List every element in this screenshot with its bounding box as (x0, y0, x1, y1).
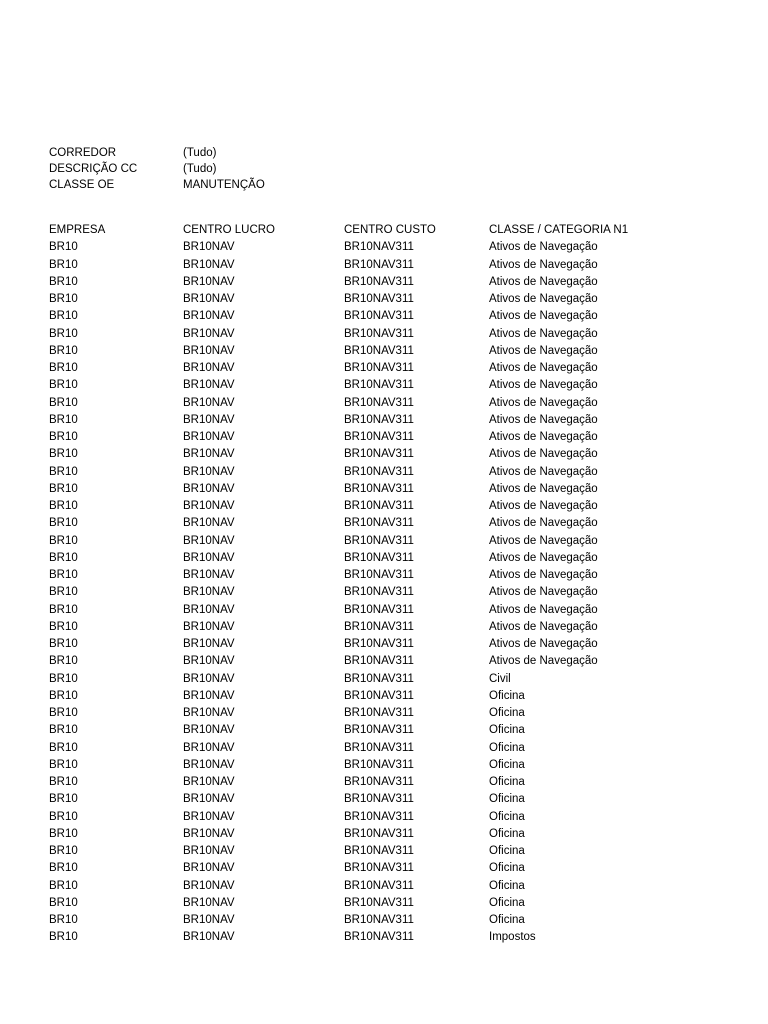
cell-classe-categoria: Ativos de Navegação (489, 448, 598, 461)
cell-centro-lucro: BR10NAV (183, 896, 235, 909)
cell-centro-lucro: BR10NAV (183, 534, 235, 547)
cell-empresa: BR10 (49, 551, 78, 564)
table-row (49, 602, 689, 619)
cell-empresa: BR10 (49, 603, 78, 616)
cell-empresa: BR10 (49, 413, 78, 426)
cell-empresa: BR10 (49, 707, 78, 719)
cell-classe-categoria: Ativos de Navegação (489, 465, 598, 478)
cell-centro-lucro: BR10NAV (183, 638, 235, 650)
table-row (49, 705, 689, 722)
cell-centro-custo: BR10NAV311 (344, 379, 414, 392)
filter-value: MANUTENÇÃO (183, 179, 265, 191)
cell-classe-categoria: Impostos (489, 931, 536, 944)
cell-empresa: BR10 (49, 275, 78, 288)
table-row (49, 809, 689, 826)
cell-centro-custo: BR10NAV311 (344, 551, 414, 564)
table-row (49, 515, 689, 532)
cell-centro-lucro: BR10NAV (183, 603, 235, 616)
table-row (49, 257, 689, 274)
cell-classe-categoria: Ativos de Navegação (489, 241, 598, 254)
table-row (49, 878, 689, 895)
cell-empresa: BR10 (49, 258, 78, 271)
cell-centro-lucro: BR10NAV (183, 914, 235, 926)
cell-centro-lucro: BR10NAV (183, 551, 235, 564)
cell-centro-custo: BR10NAV311 (344, 448, 414, 461)
cell-centro-custo: BR10NAV311 (344, 293, 414, 305)
cell-centro-custo: BR10NAV311 (344, 793, 414, 806)
table-row (49, 429, 689, 446)
cell-centro-lucro: BR10NAV (183, 862, 235, 875)
cell-classe-categoria: Ativos de Navegação (489, 603, 598, 616)
cell-centro-lucro: BR10NAV (183, 413, 235, 426)
cell-centro-lucro: BR10NAV (183, 879, 235, 892)
cell-empresa: BR10 (49, 810, 78, 823)
table-row (49, 498, 689, 515)
cell-classe-categoria: Oficina (489, 914, 525, 926)
header-centro-custo: CENTRO CUSTO (344, 224, 436, 236)
filter-row (49, 161, 383, 177)
table-row (49, 446, 689, 463)
cell-centro-lucro: BR10NAV (183, 707, 235, 719)
data-table (49, 222, 689, 947)
table-row (49, 826, 689, 843)
cell-centro-custo: BR10NAV311 (344, 741, 414, 754)
cell-centro-lucro: BR10NAV (183, 275, 235, 288)
cell-centro-custo: BR10NAV311 (344, 275, 414, 288)
table-row (49, 274, 689, 291)
table-header-row (49, 222, 689, 239)
table-row (49, 843, 689, 860)
filter-value: (Tudo) (183, 163, 217, 175)
cell-classe-categoria: Ativos de Navegação (489, 396, 598, 409)
table-row (49, 722, 689, 739)
table-row (49, 636, 689, 653)
cell-centro-custo: BR10NAV311 (344, 845, 414, 857)
cell-classe-categoria: Oficina (489, 741, 525, 754)
cell-empresa: BR10 (49, 293, 78, 305)
cell-centro-custo: BR10NAV311 (344, 603, 414, 616)
cell-classe-categoria: Ativos de Navegação (489, 293, 598, 305)
cell-centro-lucro: BR10NAV (183, 741, 235, 754)
cell-centro-lucro: BR10NAV (183, 517, 235, 530)
cell-empresa: BR10 (49, 431, 78, 443)
cell-centro-lucro: BR10NAV (183, 379, 235, 392)
cell-centro-lucro: BR10NAV (183, 810, 235, 823)
cell-centro-custo: BR10NAV311 (344, 569, 414, 581)
cell-centro-lucro: BR10NAV (183, 845, 235, 857)
cell-empresa: BR10 (49, 758, 78, 771)
cell-centro-lucro: BR10NAV (183, 448, 235, 461)
cell-centro-lucro: BR10NAV (183, 396, 235, 409)
filter-label: CORREDOR (49, 147, 117, 159)
cell-empresa: BR10 (49, 672, 78, 685)
cell-empresa: BR10 (49, 620, 78, 633)
cell-centro-lucro: BR10NAV (183, 362, 235, 374)
cell-centro-custo: BR10NAV311 (344, 517, 414, 530)
cell-classe-categoria: Oficina (489, 793, 525, 806)
cell-empresa: BR10 (49, 793, 78, 806)
cell-empresa: BR10 (49, 827, 78, 840)
cell-centro-lucro: BR10NAV (183, 482, 235, 495)
cell-centro-custo: BR10NAV311 (344, 827, 414, 840)
cell-classe-categoria: Ativos de Navegação (489, 655, 598, 668)
cell-empresa: BR10 (49, 500, 78, 512)
table-row (49, 619, 689, 636)
cell-empresa: BR10 (49, 448, 78, 461)
cell-classe-categoria: Ativos de Navegação (489, 327, 598, 340)
table-row (49, 550, 689, 567)
cell-centro-lucro: BR10NAV (183, 689, 235, 702)
cell-empresa: BR10 (49, 845, 78, 857)
cell-classe-categoria: Ativos de Navegação (489, 620, 598, 633)
cell-centro-custo: BR10NAV311 (344, 413, 414, 426)
cell-centro-custo: BR10NAV311 (344, 707, 414, 719)
header-empresa: EMPRESA (49, 224, 106, 236)
cell-classe-categoria: Oficina (489, 862, 525, 875)
table-row (49, 895, 689, 912)
cell-classe-categoria: Oficina (489, 879, 525, 892)
cell-classe-categoria: Oficina (489, 827, 525, 840)
cell-centro-custo: BR10NAV311 (344, 586, 414, 599)
cell-empresa: BR10 (49, 862, 78, 875)
cell-centro-lucro: BR10NAV (183, 793, 235, 806)
cell-classe-categoria: Ativos de Navegação (489, 362, 598, 374)
cell-centro-lucro: BR10NAV (183, 569, 235, 581)
table-row (49, 791, 689, 808)
cell-centro-custo: BR10NAV311 (344, 465, 414, 478)
cell-empresa: BR10 (49, 396, 78, 409)
cell-centro-lucro: BR10NAV (183, 827, 235, 840)
cell-classe-categoria: Ativos de Navegação (489, 310, 598, 323)
cell-centro-lucro: BR10NAV (183, 344, 235, 357)
cell-centro-custo: BR10NAV311 (344, 914, 414, 926)
filter-label: CLASSE OE (49, 179, 115, 191)
table-row (49, 688, 689, 705)
cell-empresa: BR10 (49, 741, 78, 754)
cell-centro-custo: BR10NAV311 (344, 776, 414, 788)
cell-centro-lucro: BR10NAV (183, 758, 235, 771)
cell-centro-lucro: BR10NAV (183, 465, 235, 478)
cell-empresa: BR10 (49, 638, 78, 650)
cell-empresa: BR10 (49, 465, 78, 478)
cell-centro-custo: BR10NAV311 (344, 896, 414, 909)
cell-centro-custo: BR10NAV311 (344, 638, 414, 650)
table-row (49, 481, 689, 498)
cell-centro-custo: BR10NAV311 (344, 327, 414, 340)
table-row (49, 774, 689, 791)
cell-centro-custo: BR10NAV311 (344, 862, 414, 875)
table-row (49, 412, 689, 429)
cell-classe-categoria: Ativos de Navegação (489, 500, 598, 512)
cell-centro-custo: BR10NAV311 (344, 724, 414, 737)
cell-centro-custo: BR10NAV311 (344, 362, 414, 374)
cell-centro-custo: BR10NAV311 (344, 258, 414, 271)
cell-empresa: BR10 (49, 482, 78, 495)
cell-empresa: BR10 (49, 689, 78, 702)
cell-centro-custo: BR10NAV311 (344, 672, 414, 685)
cell-classe-categoria: Ativos de Navegação (489, 569, 598, 581)
cell-classe-categoria: Oficina (489, 845, 525, 857)
cell-empresa: BR10 (49, 344, 78, 357)
table-row (49, 308, 689, 325)
filter-value: (Tudo) (183, 147, 217, 159)
table-row (49, 395, 689, 412)
cell-centro-custo: BR10NAV311 (344, 344, 414, 357)
cell-centro-lucro: BR10NAV (183, 620, 235, 633)
cell-centro-custo: BR10NAV311 (344, 810, 414, 823)
cell-centro-lucro: BR10NAV (183, 258, 235, 271)
cell-empresa: BR10 (49, 569, 78, 581)
cell-empresa: BR10 (49, 327, 78, 340)
cell-classe-categoria: Oficina (489, 776, 525, 788)
cell-classe-categoria: Ativos de Navegação (489, 482, 598, 495)
cell-classe-categoria: Ativos de Navegação (489, 534, 598, 547)
table-row (49, 291, 689, 308)
cell-classe-categoria: Civil (489, 672, 511, 685)
cell-classe-categoria: Oficina (489, 707, 525, 719)
cell-centro-lucro: BR10NAV (183, 672, 235, 685)
table-row (49, 239, 689, 256)
cell-centro-custo: BR10NAV311 (344, 241, 414, 254)
table-row (49, 912, 689, 929)
cell-empresa: BR10 (49, 534, 78, 547)
cell-centro-custo: BR10NAV311 (344, 431, 414, 443)
cell-classe-categoria: Oficina (489, 724, 525, 737)
table-row (49, 377, 689, 394)
cell-empresa: BR10 (49, 655, 78, 668)
cell-centro-lucro: BR10NAV (183, 655, 235, 668)
cell-centro-lucro: BR10NAV (183, 931, 235, 944)
table-body (49, 239, 689, 946)
table-row (49, 740, 689, 757)
header-centro-lucro: CENTRO LUCRO (183, 224, 276, 236)
table-row (49, 343, 689, 360)
cell-centro-custo: BR10NAV311 (344, 500, 414, 512)
cell-empresa: BR10 (49, 310, 78, 323)
cell-centro-lucro: BR10NAV (183, 293, 235, 305)
table-row (49, 757, 689, 774)
filter-row (49, 177, 383, 193)
cell-centro-custo: BR10NAV311 (344, 620, 414, 633)
cell-centro-lucro: BR10NAV (183, 586, 235, 599)
cell-centro-custo: BR10NAV311 (344, 931, 414, 944)
cell-centro-custo: BR10NAV311 (344, 482, 414, 495)
cell-classe-categoria: Ativos de Navegação (489, 586, 598, 599)
cell-centro-custo: BR10NAV311 (344, 879, 414, 892)
cell-centro-lucro: BR10NAV (183, 500, 235, 512)
cell-centro-lucro: BR10NAV (183, 431, 235, 443)
cell-classe-categoria: Ativos de Navegação (489, 258, 598, 271)
table-row (49, 326, 689, 343)
cell-centro-lucro: BR10NAV (183, 776, 235, 788)
filter-block (49, 145, 383, 193)
cell-centro-custo: BR10NAV311 (344, 689, 414, 702)
cell-centro-custo: BR10NAV311 (344, 655, 414, 668)
cell-empresa: BR10 (49, 241, 78, 254)
cell-classe-categoria: Oficina (489, 896, 525, 909)
cell-empresa: BR10 (49, 776, 78, 788)
header-classe-categoria: CLASSE / CATEGORIA N1 (489, 224, 629, 236)
table-row (49, 671, 689, 688)
cell-classe-categoria: Ativos de Navegação (489, 638, 598, 650)
cell-classe-categoria: Ativos de Navegação (489, 551, 598, 564)
cell-centro-custo: BR10NAV311 (344, 396, 414, 409)
cell-centro-custo: BR10NAV311 (344, 758, 414, 771)
table-row (49, 533, 689, 550)
cell-classe-categoria: Ativos de Navegação (489, 431, 598, 443)
filter-label: DESCRIÇÃO CC (49, 163, 138, 175)
cell-centro-lucro: BR10NAV (183, 724, 235, 737)
cell-centro-custo: BR10NAV311 (344, 534, 414, 547)
table-row (49, 860, 689, 877)
cell-empresa: BR10 (49, 586, 78, 599)
cell-empresa: BR10 (49, 362, 78, 374)
cell-classe-categoria: Ativos de Navegação (489, 379, 598, 392)
cell-empresa: BR10 (49, 896, 78, 909)
table-row (49, 360, 689, 377)
cell-classe-categoria: Ativos de Navegação (489, 344, 598, 357)
cell-centro-custo: BR10NAV311 (344, 310, 414, 323)
cell-empresa: BR10 (49, 931, 78, 944)
cell-centro-lucro: BR10NAV (183, 327, 235, 340)
cell-classe-categoria: Ativos de Navegação (489, 517, 598, 530)
cell-classe-categoria: Oficina (489, 810, 525, 823)
cell-classe-categoria: Ativos de Navegação (489, 275, 598, 288)
cell-classe-categoria: Oficina (489, 689, 525, 702)
cell-empresa: BR10 (49, 517, 78, 530)
cell-classe-categoria: Ativos de Navegação (489, 413, 598, 426)
table-row (49, 584, 689, 601)
cell-empresa: BR10 (49, 879, 78, 892)
cell-classe-categoria: Oficina (489, 758, 525, 771)
table-row (49, 464, 689, 481)
table-row (49, 653, 689, 670)
cell-centro-lucro: BR10NAV (183, 310, 235, 323)
cell-empresa: BR10 (49, 914, 78, 926)
table-row (49, 929, 689, 946)
cell-empresa: BR10 (49, 724, 78, 737)
cell-empresa: BR10 (49, 379, 78, 392)
cell-centro-lucro: BR10NAV (183, 241, 235, 254)
table-row (49, 567, 689, 584)
filter-row (49, 145, 383, 161)
